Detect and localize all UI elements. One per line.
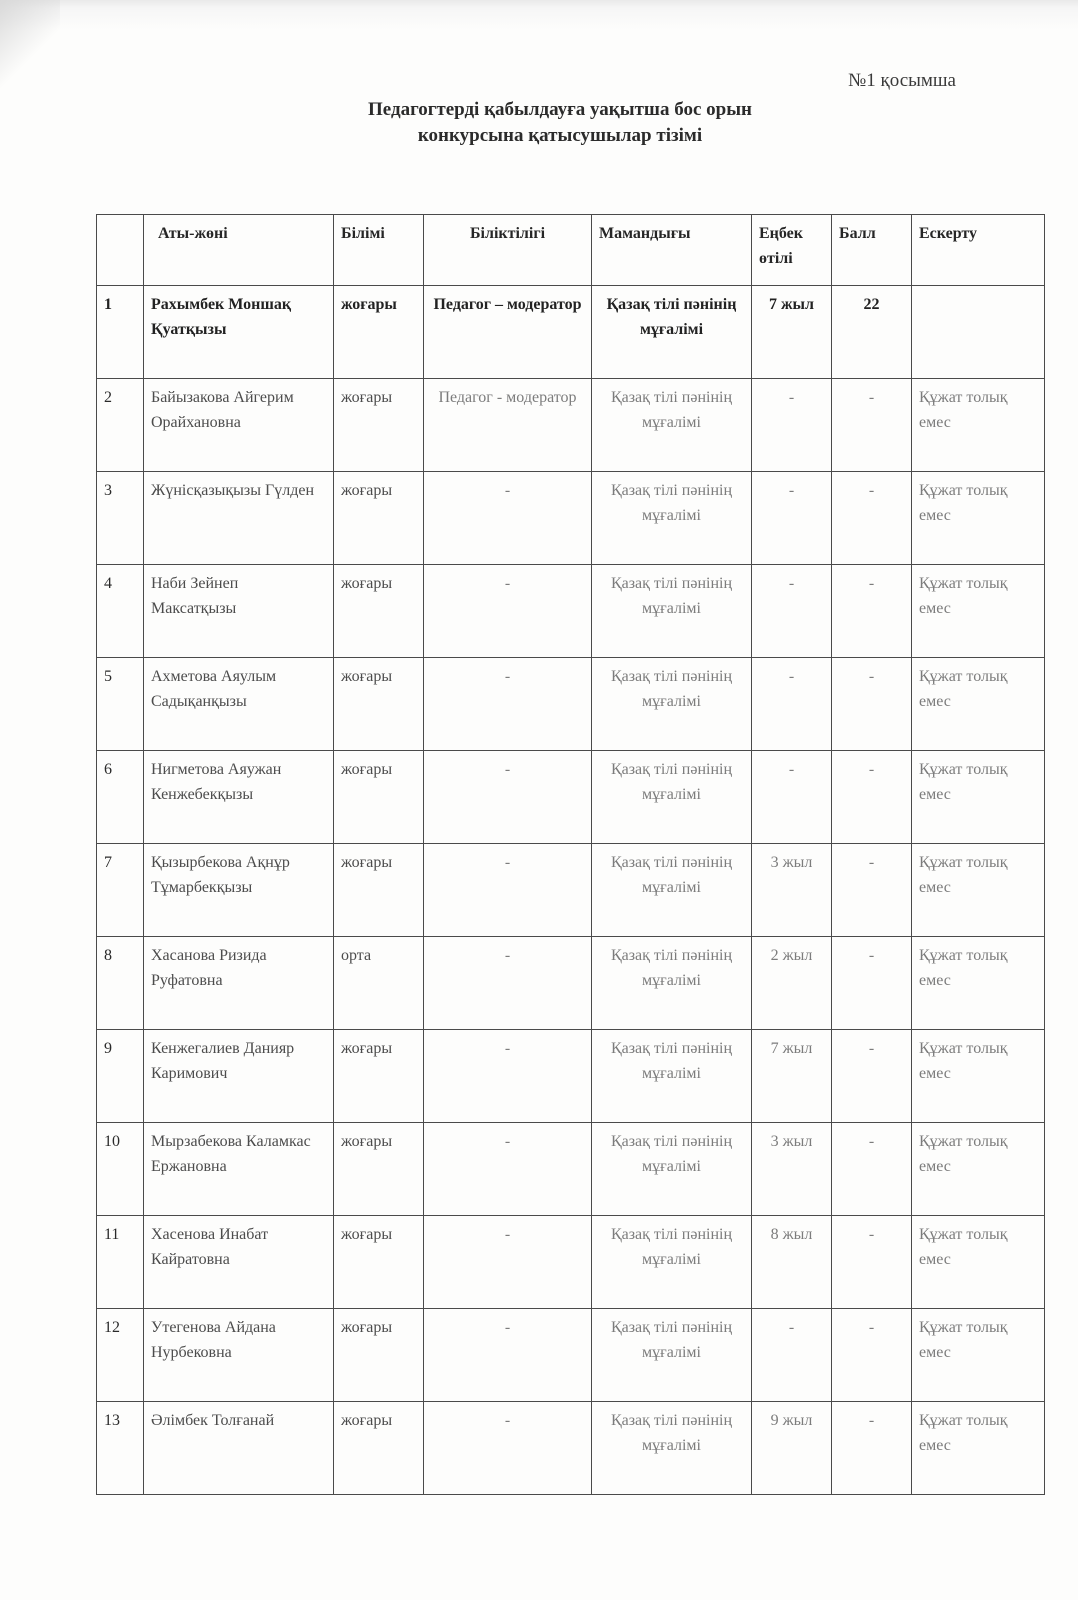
cell-note: Құжат толық емес: [912, 844, 1045, 937]
header-specialty: Мамандығы: [592, 215, 752, 286]
cell-note: Құжат толық емес: [912, 1309, 1045, 1402]
cell-specialty: Қазақ тілі пәнінің мұғалімі: [592, 472, 752, 565]
table-row: [97, 1030, 1045, 1123]
cell-education: жоғары: [334, 1309, 424, 1402]
cell-education: жоғары: [334, 565, 424, 658]
cell-experience: -: [752, 379, 832, 472]
cell-num: 3: [97, 472, 144, 565]
cell-experience: 9 жыл: [752, 1402, 832, 1495]
cell-specialty: Қазақ тілі пәнінің мұғалімі: [592, 286, 752, 379]
cell-note: Құжат толық емес: [912, 1216, 1045, 1309]
cell-name: Нигметова Аяужан Кенжебекқызы: [144, 751, 334, 844]
cell-qualification: -: [424, 1030, 592, 1123]
cell-name: Ахметова Аяулым Садықанқызы: [144, 658, 334, 751]
header-num: [97, 215, 144, 286]
table-row: [97, 751, 1045, 844]
cell-education: орта: [334, 937, 424, 1030]
cell-qualification: -: [424, 1216, 592, 1309]
cell-experience: -: [752, 472, 832, 565]
cell-num: 2: [97, 379, 144, 472]
cell-note: Құжат толық емес: [912, 1402, 1045, 1495]
cell-experience: -: [752, 751, 832, 844]
cell-score: -: [832, 472, 912, 565]
table-row: [97, 844, 1045, 937]
cell-specialty: Қазақ тілі пәнінің мұғалімі: [592, 565, 752, 658]
cell-note: [912, 286, 1045, 379]
scan-edge: [0, 0, 1078, 30]
cell-qualification: -: [424, 844, 592, 937]
cell-score: -: [832, 1216, 912, 1309]
cell-specialty: Қазақ тілі пәнінің мұғалімі: [592, 379, 752, 472]
cell-num: 11: [97, 1216, 144, 1309]
table-row: [97, 286, 1045, 379]
cell-num: 4: [97, 565, 144, 658]
cell-score: -: [832, 751, 912, 844]
cell-qualification: Педагог - модератор: [424, 379, 592, 472]
cell-score: -: [832, 937, 912, 1030]
cell-specialty: Қазақ тілі пәнінің мұғалімі: [592, 937, 752, 1030]
cell-score: -: [832, 1309, 912, 1402]
cell-qualification: -: [424, 565, 592, 658]
cell-education: жоғары: [334, 286, 424, 379]
header-note: Ескерту: [912, 215, 1045, 286]
cell-score: -: [832, 844, 912, 937]
cell-name: Қызырбекова Ақнұр Тұмарбекқызы: [144, 844, 334, 937]
cell-num: 12: [97, 1309, 144, 1402]
cell-qualification: -: [424, 1309, 592, 1402]
cell-experience: -: [752, 658, 832, 751]
cell-name: Хасанова Ризида Руфатовна: [144, 937, 334, 1030]
cell-score: -: [832, 1402, 912, 1495]
cell-name: Әлімбек Толғанай: [144, 1402, 334, 1495]
cell-num: 13: [97, 1402, 144, 1495]
table-row: [97, 1123, 1045, 1216]
cell-experience: 3 жыл: [752, 1123, 832, 1216]
cell-education: жоғары: [334, 1030, 424, 1123]
cell-num: 1: [97, 286, 144, 379]
cell-name: Жүнісқазықызы Гүлден: [144, 472, 334, 565]
participants-table: [96, 214, 1045, 1495]
cell-score: -: [832, 1030, 912, 1123]
cell-specialty: Қазақ тілі пәнінің мұғалімі: [592, 751, 752, 844]
table-row: [97, 1309, 1045, 1402]
header-name: Аты-жөні: [144, 215, 334, 286]
table-row: [97, 565, 1045, 658]
cell-score: -: [832, 565, 912, 658]
cell-note: Құжат толық емес: [912, 1123, 1045, 1216]
cell-qualification: -: [424, 937, 592, 1030]
cell-name: Байызакова Айгерим Орайхановна: [144, 379, 334, 472]
cell-qualification: -: [424, 472, 592, 565]
cell-specialty: Қазақ тілі пәнінің мұғалімі: [592, 1030, 752, 1123]
cell-name: Рахымбек Моншақ Қуатқызы: [144, 286, 334, 379]
table-row: [97, 472, 1045, 565]
cell-education: жоғары: [334, 1402, 424, 1495]
cell-experience: 3 жыл: [752, 844, 832, 937]
cell-qualification: -: [424, 1402, 592, 1495]
cell-score: -: [832, 658, 912, 751]
cell-num: 8: [97, 937, 144, 1030]
cell-num: 10: [97, 1123, 144, 1216]
cell-qualification: Педагог – модератор: [424, 286, 592, 379]
table-row: [97, 1402, 1045, 1495]
cell-education: жоғары: [334, 1123, 424, 1216]
cell-specialty: Қазақ тілі пәнінің мұғалімі: [592, 844, 752, 937]
cell-experience: -: [752, 1309, 832, 1402]
cell-name: Кенжегалиев Данияр Каримович: [144, 1030, 334, 1123]
cell-note: Құжат толық емес: [912, 565, 1045, 658]
table-row: [97, 658, 1045, 751]
title-line-2: конкурсына қатысушылар тізімі: [417, 125, 703, 146]
scan-corner: [0, 0, 60, 90]
cell-qualification: -: [424, 658, 592, 751]
cell-name: Наби Зейнеп Максатқызы: [144, 565, 334, 658]
cell-qualification: -: [424, 751, 592, 844]
cell-num: 9: [97, 1030, 144, 1123]
cell-experience: 7 жыл: [752, 1030, 832, 1123]
cell-specialty: Қазақ тілі пәнінің мұғалімі: [592, 1402, 752, 1495]
cell-name: Хасенова Инабат Кайратовна: [144, 1216, 334, 1309]
header-score: Балл: [832, 215, 912, 286]
cell-specialty: Қазақ тілі пәнінің мұғалімі: [592, 1216, 752, 1309]
cell-num: 5: [97, 658, 144, 751]
cell-num: 7: [97, 844, 144, 937]
cell-qualification: -: [424, 1123, 592, 1216]
cell-education: жоғары: [334, 751, 424, 844]
title-line-1: Педагогтерді қабылдауға уақытша бос орын: [368, 99, 752, 120]
cell-score: 22: [832, 286, 912, 379]
cell-education: жоғары: [334, 658, 424, 751]
table-row: [97, 1216, 1045, 1309]
cell-experience: 8 жыл: [752, 1216, 832, 1309]
cell-note: Құжат толық емес: [912, 751, 1045, 844]
cell-name: Мырзабекова Каламкас Ержановна: [144, 1123, 334, 1216]
cell-score: -: [832, 1123, 912, 1216]
header-qualification: Біліктілігі: [424, 215, 592, 286]
cell-experience: 2 жыл: [752, 937, 832, 1030]
cell-specialty: Қазақ тілі пәнінің мұғалімі: [592, 1309, 752, 1402]
annex-label: №1 қосымша: [848, 70, 956, 91]
table-row: [97, 379, 1045, 472]
cell-note: Құжат толық емес: [912, 472, 1045, 565]
cell-note: Құжат толық емес: [912, 379, 1045, 472]
document-title: [300, 97, 820, 149]
cell-education: жоғары: [334, 472, 424, 565]
cell-name: Утегенова Айдана Нурбековна: [144, 1309, 334, 1402]
cell-education: жоғары: [334, 379, 424, 472]
cell-specialty: Қазақ тілі пәнінің мұғалімі: [592, 658, 752, 751]
table-body: [97, 286, 1045, 1495]
cell-score: -: [832, 379, 912, 472]
header-education: Білімі: [334, 215, 424, 286]
cell-experience: 7 жыл: [752, 286, 832, 379]
cell-specialty: Қазақ тілі пәнінің мұғалімі: [592, 1123, 752, 1216]
cell-education: жоғары: [334, 1216, 424, 1309]
cell-note: Құжат толық емес: [912, 658, 1045, 751]
cell-experience: -: [752, 565, 832, 658]
table-row: [97, 937, 1045, 1030]
cell-note: Құжат толық емес: [912, 1030, 1045, 1123]
cell-num: 6: [97, 751, 144, 844]
cell-education: жоғары: [334, 844, 424, 937]
table-header-row: [97, 215, 1045, 286]
cell-note: Құжат толық емес: [912, 937, 1045, 1030]
header-experience: Еңбек өтілі: [752, 215, 832, 286]
